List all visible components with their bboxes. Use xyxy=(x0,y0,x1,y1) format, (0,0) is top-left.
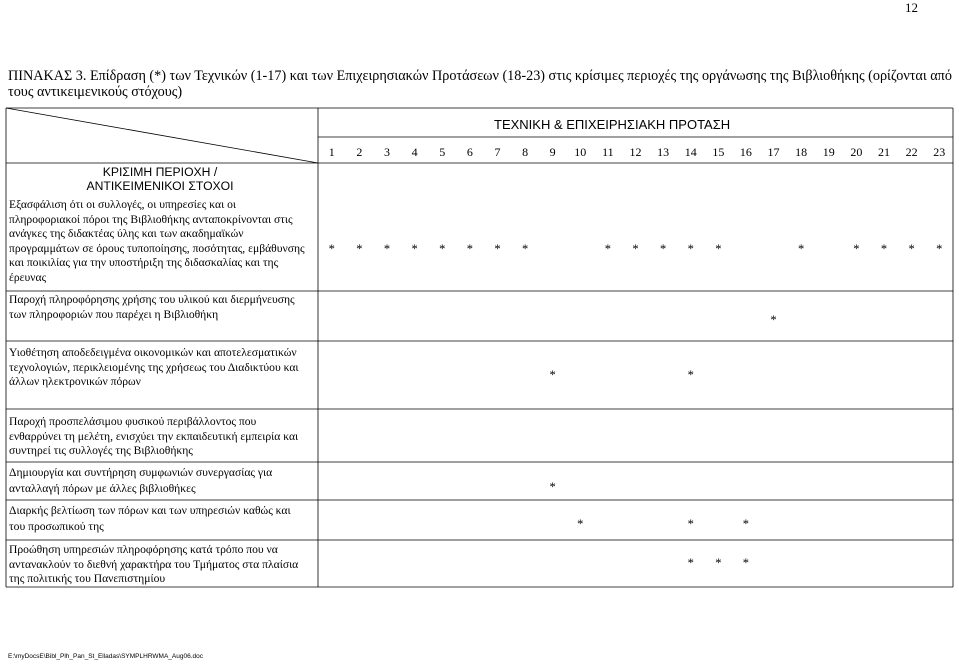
mark-row1-col5: * xyxy=(439,242,446,256)
mark-row2-col17: * xyxy=(770,313,777,327)
mark-row6-col16: * xyxy=(742,517,750,531)
column-number-12: 12 xyxy=(629,145,642,159)
column-number-2: 2 xyxy=(356,145,363,159)
column-number-7: 7 xyxy=(494,145,501,159)
column-number-3: 3 xyxy=(384,145,391,159)
mark-row7-col14: * xyxy=(687,556,694,570)
column-number-23: 23 xyxy=(933,145,946,159)
page-number: 12 xyxy=(905,0,918,15)
mark-row1-col14: * xyxy=(687,242,694,256)
column-number-20: 20 xyxy=(850,145,863,159)
column-number-18: 18 xyxy=(795,145,808,159)
column-number-21: 21 xyxy=(877,145,890,159)
row-label-5: Δημιουργία και συντήρηση συμφωνιών συνεργασίας για ανταλλαγή πόρων με άλλες βιβλιοθήκες xyxy=(9,466,273,495)
mark-row1-col2: * xyxy=(356,242,363,256)
column-number-10: 10 xyxy=(574,145,587,159)
column-number-17: 17 xyxy=(767,145,780,159)
column-number-16: 16 xyxy=(739,145,752,159)
mark-row1-col12: * xyxy=(632,242,639,256)
column-number-15: 15 xyxy=(712,145,725,159)
mark-row1-col8: * xyxy=(521,242,529,256)
row-label-6: Διαρκής βελτίωση των πόρων και των υπηρεσιών καθώς και του προσωπικού της xyxy=(9,504,291,533)
row-label-1: Εξασφάλιση ότι οι συλλογές, οι υπηρεσίες και οι πληροφοριακοί πόροι της Βιβλιοθήκης ανταποκρίνονται στις ανάγκες της διδακτέας ύλης και των ακαδημαϊκών προγραμμάτων σε όρους τυποποίησης, ποσότητας, εμβάθυνσης και ποικιλίας για την υποστήριξη της διδασκαλίας και της έρευνας xyxy=(9,198,305,284)
mark-row1-col18: * xyxy=(798,242,805,256)
mark-row7-col16: * xyxy=(742,556,750,570)
column-number-8: 8 xyxy=(522,145,529,159)
column-number-11: 11 xyxy=(602,145,614,159)
column-number-6: 6 xyxy=(466,145,473,159)
column-number-19: 19 xyxy=(822,145,835,159)
mark-row1-col15: * xyxy=(715,242,722,256)
mark-row1-col6: * xyxy=(466,242,473,256)
column-number-22: 22 xyxy=(905,145,918,159)
mark-row6-col10: * xyxy=(577,517,584,531)
mark-row7-col15: * xyxy=(715,556,722,570)
mark-row1-col11: * xyxy=(604,242,612,256)
column-number-9: 9 xyxy=(549,145,556,159)
column-number-1: 1 xyxy=(328,145,335,159)
diagonal-header-line2: ΑΝΤΙΚΕΙΜΕΝΙΚΟΙ ΣΤΟΧΟΙ xyxy=(86,179,234,193)
row-label-7: Προώθηση υπηρεσιών πληροφόρησης κατά τρόπο που να αντανακλούν το διεθνή χαρακτήρα του Τμήματος στα πλαίσια της πολιτικής του Πανεπιστημίου xyxy=(9,543,299,586)
mark-row5-col9: * xyxy=(549,480,556,494)
row-label-2: Παροχή πληροφόρησης χρήσης του υλικού και διερμήνευσης των πληροφοριών που παρέχει η Βιβλιοθήκη xyxy=(9,293,295,321)
row-label-3: Υιοθέτηση αποδεδειγμένα οικονομικών και αποτελεσματικών τεχνολογιών, περικλειομένης της χρήσεως του Διαδικτύου και άλλων ηλεκτρονικών πόρων xyxy=(9,346,299,389)
row-label-4: Παροχή προσπελάσιμου φυσικού περιβάλλοντος που ενθαρρύνει τη μελέτη, ενισχύει την εκπαιδευτική εμπειρία και συντηρεί τις συλλογές της Βιβλιοθήκης xyxy=(9,415,299,458)
column-number-4: 4 xyxy=(411,145,418,159)
column-number-5: 5 xyxy=(439,145,446,159)
mark-row6-col14: * xyxy=(687,517,694,531)
mark-row1-col23: * xyxy=(936,242,943,256)
mark-row1-col4: * xyxy=(411,242,418,256)
column-number-14: 14 xyxy=(684,145,697,159)
mark-row1-col22: * xyxy=(908,242,915,256)
mark-row1-col1: * xyxy=(328,242,335,256)
mark-row1-col3: * xyxy=(383,242,391,256)
mark-row1-col7: * xyxy=(494,242,501,256)
mark-row3-col9: * xyxy=(549,368,556,382)
mark-row3-col14: * xyxy=(687,368,694,382)
table-title: ΠΙΝΑΚΑΣ 3. Επίδραση (*) των Τεχνικών (1-17) και των Επιχειρησιακών Προτάσεων (18-23) στις κρίσιμες περιοχές της οργάνωσης της Βιβλιοθήκης (ορίζονται από τους αντικειμενικούς στόχους) xyxy=(8,68,952,100)
mark-row1-col13: * xyxy=(659,242,667,256)
header-group-label: ΤΕΧΝΙΚΗ & ΕΠΙΧΕΙΡΗΣΙΑΚΗ ΠΡΟΤΑΣΗ xyxy=(494,117,731,132)
diagonal-header-line xyxy=(6,108,318,163)
diagonal-header xyxy=(60,165,260,193)
diagonal-header-line1: ΚΡΙΣΙΜΗ ΠΕΡΙΟΧΗ / xyxy=(102,165,218,179)
mark-row1-col21: * xyxy=(880,242,888,256)
file-path-footer: E:\myDocsE\Bibl_Plh_Pan_St_Elladas\SYMPLHRWMA_Aug06.doc xyxy=(8,653,203,660)
mark-row1-col20: * xyxy=(853,242,860,256)
column-number-13: 13 xyxy=(657,145,670,159)
